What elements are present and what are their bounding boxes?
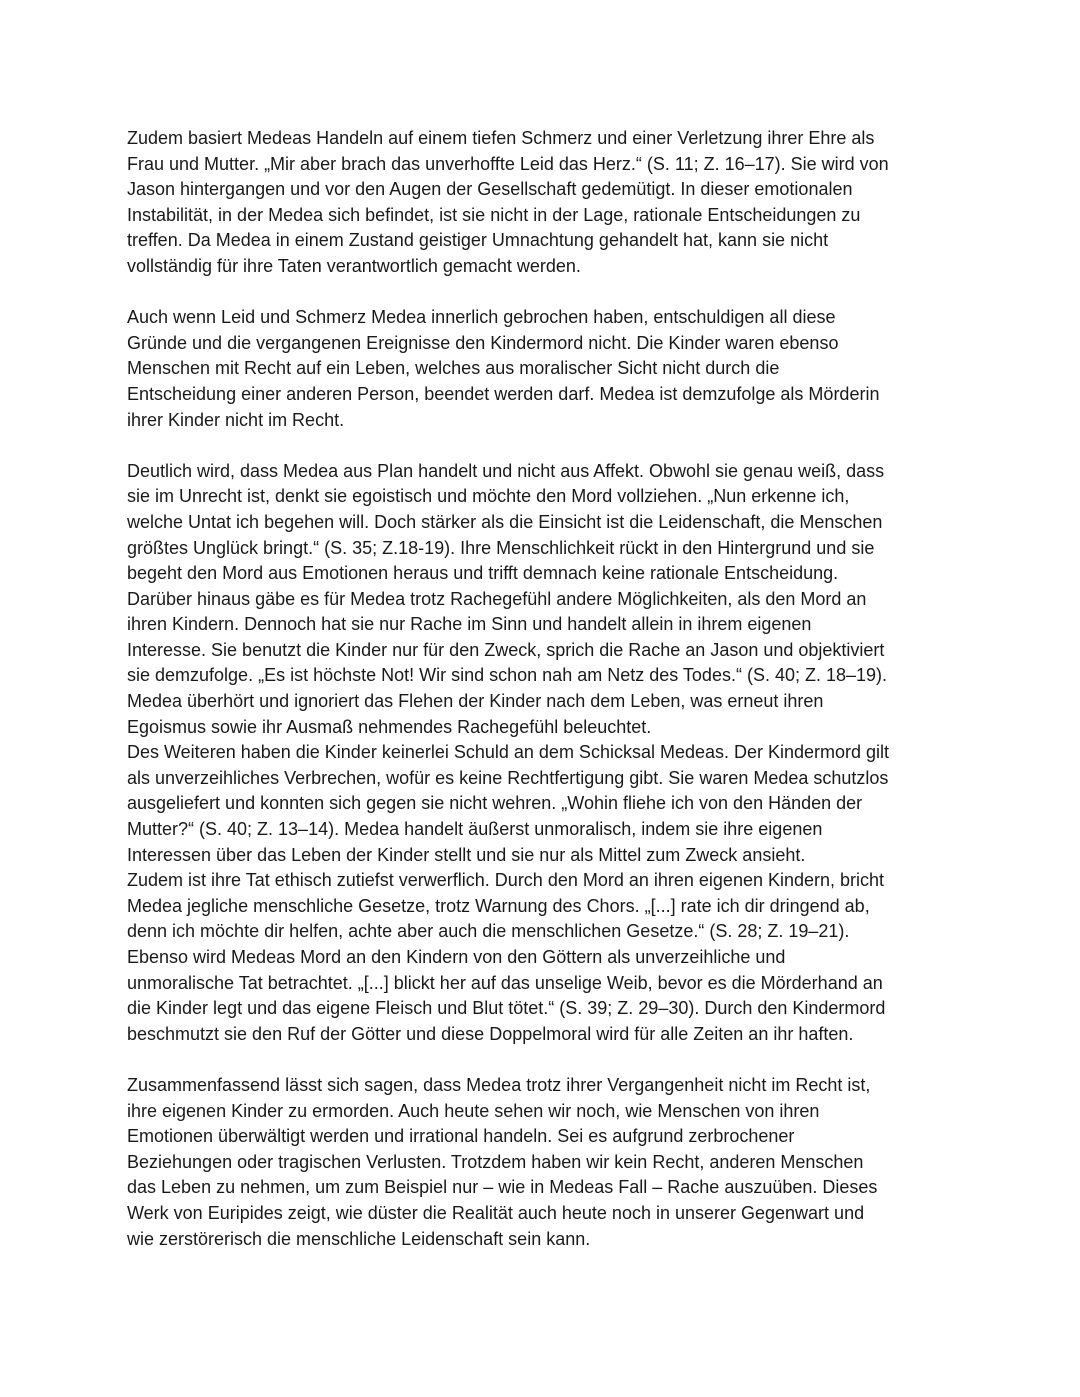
text-line: die Kinder legt und das eigene Fleisch und Blut tötet.“ (S. 39; Z. 29–30). Durch den Kindermord (127, 998, 886, 1019)
text-line: Entscheidung einer anderen Person, beendet werden darf. Medea ist demzufolge als Mörderin (127, 383, 880, 404)
paragraph-5 (127, 868, 953, 1047)
text-line: welche Untat ich begehen will. Doch stärker als die Einsicht ist die Leidenschaft, die Menschen (127, 511, 883, 532)
paragraph-6 (127, 1073, 953, 1252)
text-line: größtes Unglück bringt.“ (S. 35; Z.18-19). Ihre Menschlichkeit rückt in den Hintergrund und sie (127, 537, 875, 558)
text-line: Des Weiteren haben die Kinder keinerlei Schuld an dem Schicksal Medeas. Der Kindermord gilt (127, 742, 890, 763)
text-line: Mutter?“ (S. 40; Z. 13–14). Medea handelt äußerst unmoralisch, indem sie ihre eigenen (127, 819, 823, 840)
text-line: ausgeliefert und konnten sich gegen sie nicht wehren. „Wohin fliehe ich von den Händen der (127, 793, 863, 814)
text-line: vollständig für ihre Taten verantwortlich gemacht werden. (127, 255, 581, 276)
text-line: Werk von Euripides zeigt, wie düster die Realität auch heute noch in unserer Gegenwart und (127, 1202, 865, 1223)
text-line: als unverzeihliches Verbrechen, wofür es keine Rechtfertigung gibt. Sie waren Medea schutzlos (127, 767, 889, 788)
text-line: begeht den Mord aus Emotionen heraus und trifft demnach keine rationale Entscheidung. (127, 563, 839, 584)
paragraph-1 (127, 126, 953, 280)
text-line: unmoralische Tat betrachtet. „[...] blickt her auf das unselige Weib, bevor es die Mörderhand an (127, 972, 883, 993)
text-line: Beziehungen oder tragischen Verlusten. Trotzdem haben wir kein Recht, anderen Menschen (127, 1151, 864, 1172)
document-page (127, 126, 953, 1252)
text-line: beschmutzt sie den Ruf der Götter und diese Doppelmoral wird für alle Zeiten an ihr haften. (127, 1023, 854, 1044)
text-line: ihren Kindern. Dennoch hat sie nur Rache im Sinn und handelt allein in ihrem eigenen (127, 614, 812, 635)
text-line: Egoismus sowie ihr Ausmaß nehmendes Rachegefühl beleuchtet. (127, 716, 652, 737)
text-line: Ebenso wird Medeas Mord an den Kindern von den Göttern als unverzeihliche und (127, 947, 786, 967)
text-line: sie im Unrecht ist, denkt sie egoistisch und möchte den Mord vollziehen. „Nun erkenne ich, (127, 486, 850, 507)
text-line: wie zerstörerisch die menschliche Leidenschaft sein kann. (127, 1228, 591, 1249)
text-line: Frau und Mutter. „Mir aber brach das unverhoffte Leid das Herz.“ (S. 11; Z. 16–17). Sie wird von (127, 153, 889, 174)
text-line: Auch wenn Leid und Schmerz Medea innerlich gebrochen haben, entschuldigen all diese (127, 307, 836, 328)
text-line: Interesse. Sie benutzt die Kinder nur für den Zweck, sprich die Rache an Jason und objektiviert (127, 639, 885, 660)
text-line: Zudem ist ihre Tat ethisch zutiefst verwerflich. Durch den Mord an ihren eigenen Kindern, bricht (127, 870, 885, 891)
text-line: ihrer Kinder nicht im Recht. (127, 409, 345, 430)
text-line: Emotionen überwältigt werden und irrational handeln. Sei es aufgrund zerbrochener (127, 1126, 795, 1147)
text-line: Zusammenfassend lässt sich sagen, dass Medea trotz ihrer Vergangenheit nicht im Recht ist, (127, 1074, 871, 1095)
text-line: Menschen mit Recht auf ein Leben, welches aus moralischer Sicht nicht durch die (127, 358, 780, 379)
paragraph-4 (127, 740, 953, 868)
paragraph-2 (127, 305, 953, 433)
text-line: ihre eigenen Kinder zu ermorden. Auch heute sehen wir noch, wie Menschen von ihren (127, 1100, 820, 1121)
text-line: Medea überhört und ignoriert das Flehen der Kinder nach dem Leben, was erneut ihren (127, 691, 824, 712)
text-line: Gründe und die vergangenen Ereignisse den Kindermord nicht. Die Kinder waren ebenso (127, 332, 839, 353)
text-line: das Leben zu nehmen, um zum Beispiel nur – wie in Medeas Fall – Rache auszuüben. Dieses (127, 1177, 878, 1198)
text-line: Zudem basiert Medeas Handeln auf einem tiefen Schmerz und einer Verletzung ihrer Ehre als (127, 128, 875, 148)
text-line: Darüber hinaus gäbe es für Medea trotz Rachegefühl andere Möglichkeiten, als den Mord an (127, 588, 867, 609)
text-line: Instabilität, in der Medea sich befindet, ist sie nicht in der Lage, rationale Entscheidungen zu (127, 204, 861, 225)
text-line: Jason hintergangen und vor den Augen der Gesellschaft gedemütigt. In dieser emotionalen (127, 179, 853, 200)
text-line: Deutlich wird, dass Medea aus Plan handelt und nicht aus Affekt. Obwohl sie genau weiß, dass (127, 460, 885, 481)
text-line: Medea jegliche menschliche Gesetze, trotz Warnung des Chors. „[...] rate ich dir dringend ab, (127, 895, 870, 916)
text-line: sie demzufolge. „Es ist höchste Not! Wir sind schon nah am Netz des Todes.“ (S. 40; Z. 18–19). (127, 665, 888, 686)
text-line: denn ich möchte dir helfen, achte aber auch die menschlichen Gesetze.“ (S. 28; Z. 19–21). (127, 921, 850, 942)
paragraph-3 (127, 459, 953, 741)
text-line: Interessen über das Leben der Kinder stellt und sie nur als Mittel zum Zweck ansieht. (127, 844, 806, 865)
text-line: treffen. Da Medea in einem Zustand geistiger Umnachtung gehandelt hat, kann sie nicht (127, 230, 829, 251)
